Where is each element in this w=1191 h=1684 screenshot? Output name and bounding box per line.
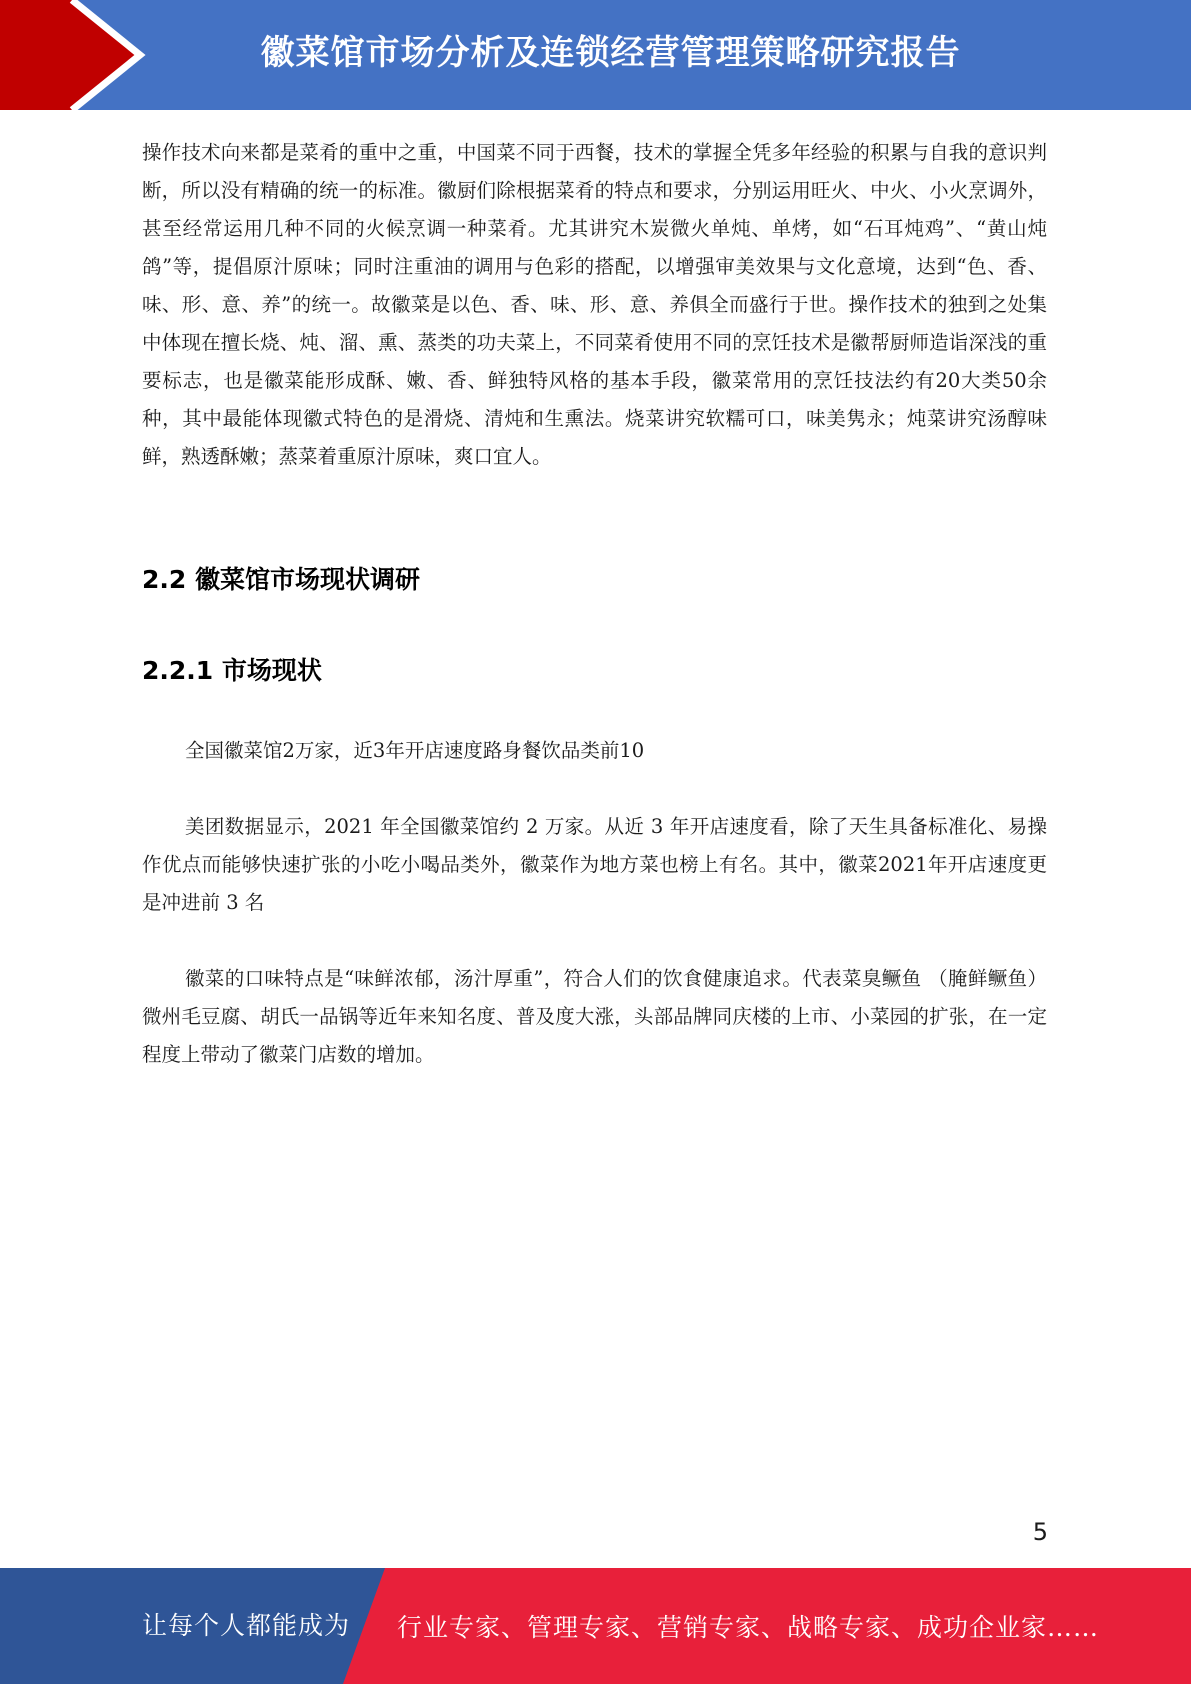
intro-section <box>142 134 1047 476</box>
market-summary-block <box>142 732 1047 770</box>
subsection-heading: 2.2.1 市场现状 <box>142 656 322 685</box>
page-header <box>0 0 1191 110</box>
taste-features-block <box>142 960 1047 1074</box>
footer-slogan-right: 行业专家、管理专家、营销专家、战略专家、成功企业家…… <box>397 1613 1100 1642</box>
market-summary-paragraph: 全国徽菜馆2万家，近3年开店速度路身餐饮品类前10 <box>185 739 645 762</box>
page-number: 5 <box>1032 1518 1048 1546</box>
meituan-data-block <box>142 808 1047 922</box>
intro-paragraph: 操作技术向来都是菜肴的重中之重，中国菜不同于西餐，技术的掌握全凭多年经验的积累与自我的意识判断，所以没有精确的统一的标准。徽厨们除根据菜肴的特点和要求，分别运用旺火、中火、小火烹调外，甚至经常运用几种不同的火候烹调一种菜肴。尤其讲究木炭微火单炖、单烤，如“石耳炖鸡”、“黄山炖鸽”等，提倡原汁原味；同时注重油的调用与色彩的搭配，以增强审美效果与文化意境，达到“色、香、味、形、意、养”的统一。故徽菜是以色、香、味、形、意、养俱全而盛行于世。操作技术的独到之处集中体现在擅长烧、炖、溜、熏、蒸类的功夫菜上，不同菜肴使用不同的烹饪技术是徽帮厨师造诣深浅的重要标志，也是徽菜能形成酥、嫩、香、鲜独特风格的基本手段，徽菜常用的烹饪技法约有20大类50余种，其中最能体现徽式特色的是滑烧、清炖和生熏法。烧菜讲究软糯可口，味美隽永；炖菜讲究汤醇味鲜，熟透酥嫩；蒸菜着重原汁原味，爽口宜人。 <box>142 141 1047 468</box>
footer-slogan-left: 让每个人都能成为 <box>142 1611 351 1640</box>
meituan-data-paragraph: 美团数据显示，2021 年全国徽菜馆约 2 万家。从近 3 年开店速度看，除了天生具备标准化、易操作优点而能够快速扩张的小吃小喝品类外，徽菜作为地方菜也榜上有名。其中，徽菜2021年开店速度更是冲进前 3 名 <box>142 815 1047 914</box>
section-heading: 2.2 徽菜馆市场现状调研 <box>142 565 420 594</box>
taste-features-paragraph: 徽菜的口味特点是“味鲜浓郁，汤汁厚重”，符合人们的饮食健康追求。代表菜臭鳜鱼 （腌鲜鳜鱼）微州毛豆腐、胡氏一品锅等近年来知名度、普及度大涨，头部品牌同庆楼的上市、小菜园的扩张，在一定程度上带动了徽菜门店数的增加。 <box>142 967 1047 1066</box>
page-footer <box>0 1568 1191 1684</box>
report-title: 徽菜馆市场分析及连锁经营管理策略研究报告 <box>260 33 961 73</box>
